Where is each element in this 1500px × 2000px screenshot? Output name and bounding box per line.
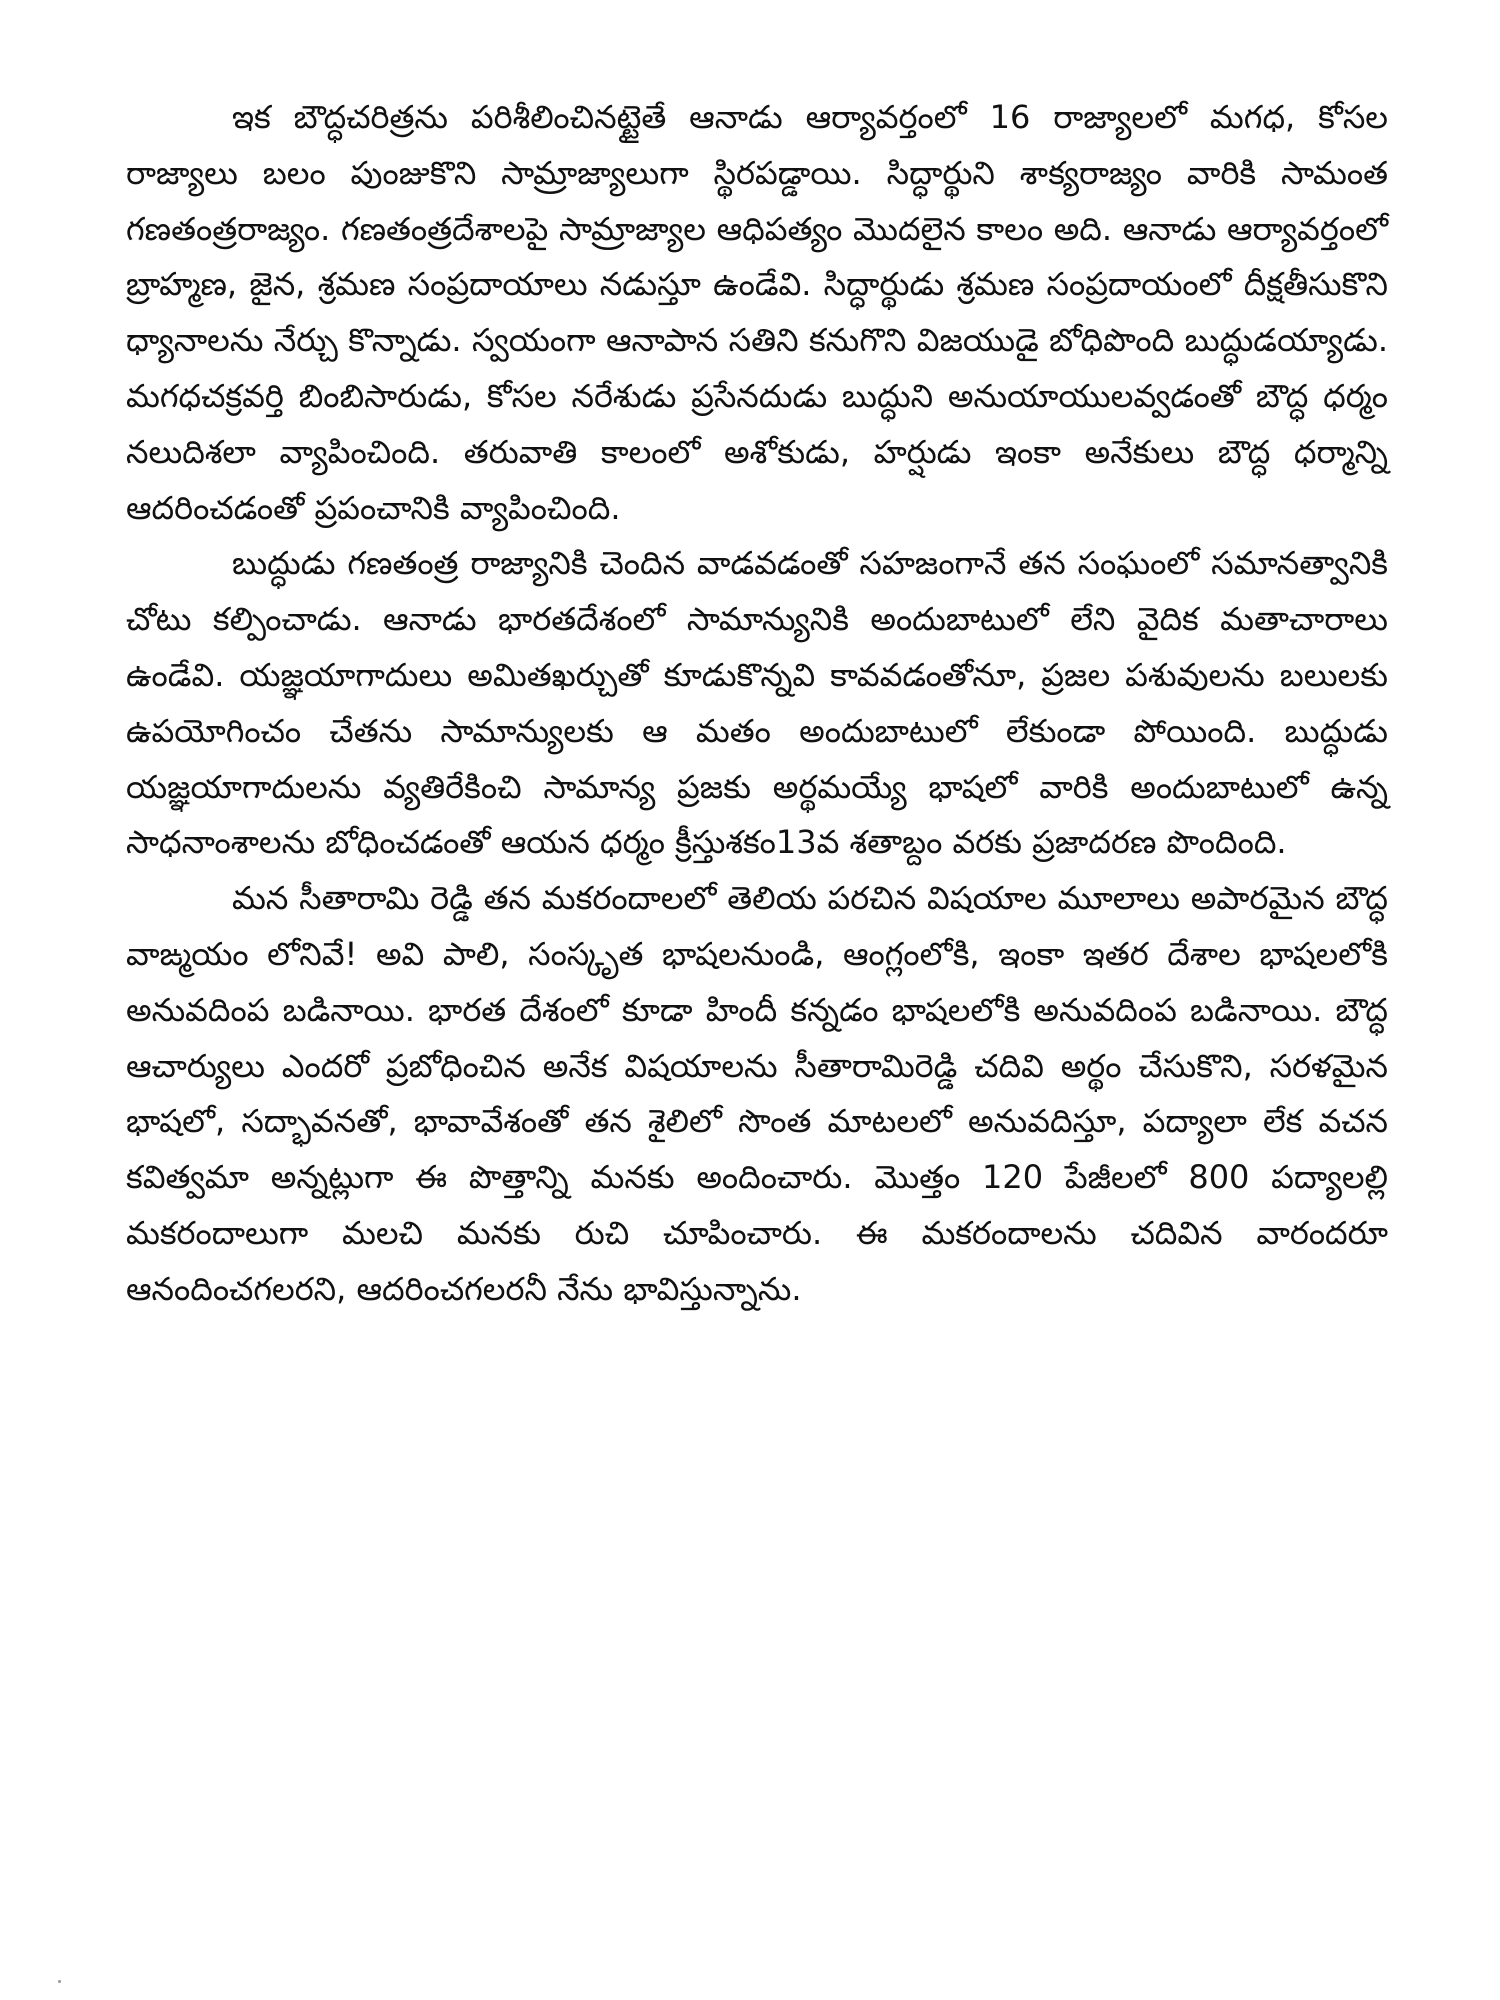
scan-speck <box>58 1980 61 1983</box>
paragraph-buddha-equality: బుద్ధుడు గణతంత్ర రాజ్యానికి చెందిన వాడవడంతో సహజంగానే తన సంఘంలో సమానత్వానికి చోటు కల్పించాడు. ఆనాడు భారతదేశంలో సామాన్యునికి అందుబాటులో లేని వైదిక మతాచారాలు ఉండేవి. యజ్ఞయాగాదులు అమితఖర్చుతో కూడుకొన్నవి కావవడంతోనూ, ప్రజల పశువులను బలులకు ఉపయోగించం చేతను సామాన్యులకు ఆ మతం అందుబాటులో లేకుండా పోయింది. బుద్ధుడు యజ్ఞయాగాదులను వ్యతిరేకించి సామాన్య ప్రజకు అర్థమయ్యే భాషలో వారికి అందుబాటులో ఉన్న సాధనాంశాలను బోధించడంతో ఆయన ధర్మం క్రీస్తుశకం13వ శతాబ్దం వరకు ప్రజాదరణ పొందింది. <box>126 544 1388 862</box>
body-text <box>126 90 1388 1318</box>
paragraph-buddhist-history: ఇక బౌద్ధచరిత్రను పరిశీలించినట్టైతే ఆనాడు ఆర్యావర్తంలో 16 రాజ్యాలలో మగధ, కోసల రాజ్యాలు బలం పుంజుకొని సామ్రాజ్యాలుగా స్థిరపడ్డాయి. సిద్ధార్థుని శాక్యరాజ్యం వారికి సామంత గణతంత్రరాజ్యం. గణతంత్రదేశాలపై సామ్రాజ్యాల ఆధిపత్యం మొదలైన కాలం అది. ఆనాడు ఆర్యావర్తంలో బ్రాహ్మణ, జైన, శ్రమణ సంప్రదాయాలు నడుస్తూ ఉండేవి. సిద్ధార్థుడు శ్రమణ సంప్రదాయంలో దీక్షతీసుకొని ధ్యానాలను నేర్చు కొన్నాడు. స్వయంగా ఆనాపాన సతిని కనుగొని విజయుడై బోధిపొంది బుద్ధుడయ్యాడు. మగధచక్రవర్తి బింబిసారుడు, కోసల నరేశుడు ప్రసేనదుడు బుద్ధుని అనుయాయులవ్వడంతో బౌద్ధ ధర్మం నలుదిశలా వ్యాపించింది. తరువాతి కాలంలో అశోకుడు, హర్షుడు ఇంకా అనేకులు బౌద్ధ ధర్మాన్ని ఆదరించడంతో ప్రపంచానికి వ్యాపించింది. <box>126 98 1388 527</box>
paragraph-makarandalu: మన సీతారామి రెడ్డి తన మకరందాలలో తెలియ పరచిన విషయాల మూలాలు అపారమైన బౌద్ధ వాఙ్మయం లోనివే! అవి పాలి, సంస్కృత భాషలనుండి, ఆంగ్లంలోకి, ఇంకా ఇతర దేశాల భాషలలోకి అనువదింప బడినాయి. భారత దేశంలో కూడా హిందీ కన్నడం భాషలలోకి అనువదింప బడినాయి. బౌద్ధ ఆచార్యులు ఎందరో ప్రబోధించిన అనేక విషయాలను సీతారామిరెడ్డి చదివి అర్థం చేసుకొని, సరళమైన భాషలో, సద్భావనతో, భావావేశంతో తన శైలిలో సొంత మాటలలో అనువదిస్తూ, పద్యాలా లేక వచన కవిత్వమా అన్నట్లుగా ఈ పొత్తాన్ని మనకు అందించారు. మొత్తం 120 పేజీలలో 800 పద్యాలల్లి మకరందాలుగా మలచి మనకు రుచి చూపించారు. ఈ మకరందాలను చదివిన వారందరూ ఆనందించగలరని, ఆదరించగలరనీ నేను భావిస్తున్నాను. <box>126 879 1388 1308</box>
